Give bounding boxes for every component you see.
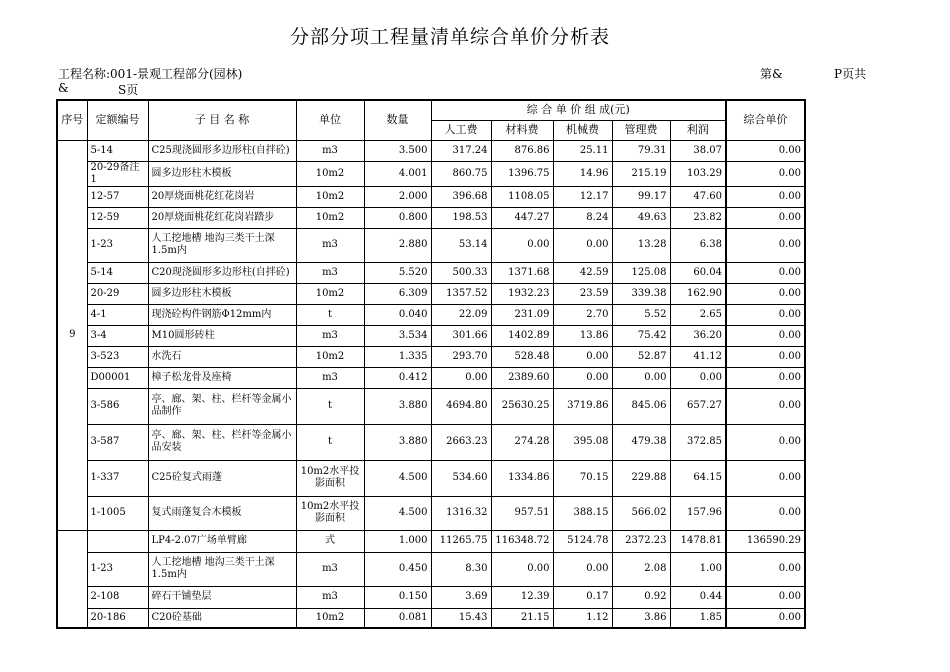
row-unit: t xyxy=(296,388,364,424)
table-row xyxy=(57,367,805,388)
row-mgmt: 75.42 xyxy=(612,325,670,346)
row-material: 0.00 xyxy=(491,552,553,586)
row-seq: 9 xyxy=(57,140,87,530)
row-mgmt: 5.52 xyxy=(612,304,670,325)
row-profit: 64.15 xyxy=(670,460,726,496)
row-code: 2-108 xyxy=(87,586,148,608)
row-name: 人工挖地槽 地沟三类干土深1.5m内 xyxy=(148,228,296,262)
row-profit: 2.65 xyxy=(670,304,726,325)
row-material: 1932.23 xyxy=(491,283,553,304)
row-material: 876.86 xyxy=(491,140,553,161)
row-labor: 4694.80 xyxy=(431,388,491,424)
row-qty: 6.309 xyxy=(364,283,431,304)
row-name: 樟子松龙骨及座椅 xyxy=(148,367,296,388)
row-profit: 157.96 xyxy=(670,496,726,530)
row-material: 1334.86 xyxy=(491,460,553,496)
row-mgmt: 125.08 xyxy=(612,262,670,283)
row-profit: 162.90 xyxy=(670,283,726,304)
table-row xyxy=(57,207,805,228)
row-code: 3-523 xyxy=(87,346,148,367)
row-machine: 70.15 xyxy=(553,460,612,496)
row-name: 亭、廊、架、柱、栏杆等金属小品制作 xyxy=(148,388,296,424)
row-qty: 3.880 xyxy=(364,424,431,460)
row-qty: 0.800 xyxy=(364,207,431,228)
header-seq: 序号 xyxy=(57,100,87,140)
page-suffix: P页共 xyxy=(834,67,867,81)
row-unit-price: 0.00 xyxy=(726,325,805,346)
row-name: C20现浇圆形多边形柱(自拌砼) xyxy=(148,262,296,283)
row-unit: m3 xyxy=(296,228,364,262)
row-labor: 8.30 xyxy=(431,552,491,586)
row-name: 圆多边形柱木模板 xyxy=(148,283,296,304)
row-unit-price: 0.00 xyxy=(726,161,805,186)
row-qty: 1.335 xyxy=(364,346,431,367)
analysis-table xyxy=(56,99,806,629)
row-labor: 301.66 xyxy=(431,325,491,346)
header-material: 材料费 xyxy=(491,120,553,140)
row-machine: 12.17 xyxy=(553,186,612,207)
row-labor: 3.69 xyxy=(431,586,491,608)
row-qty: 4.001 xyxy=(364,161,431,186)
row-material: 1402.89 xyxy=(491,325,553,346)
table-row xyxy=(57,552,805,586)
row-code xyxy=(87,530,148,552)
row-machine: 13.86 xyxy=(553,325,612,346)
row-unit-price: 0.00 xyxy=(726,496,805,530)
row-profit: 47.60 xyxy=(670,186,726,207)
row-mgmt: 566.02 xyxy=(612,496,670,530)
table-row xyxy=(57,608,805,628)
row-name: C20砼基础 xyxy=(148,608,296,628)
row-labor: 11265.75 xyxy=(431,530,491,552)
row-code: 1-1005 xyxy=(87,496,148,530)
row-machine: 2.70 xyxy=(553,304,612,325)
row-qty: 0.150 xyxy=(364,586,431,608)
row-unit: 10m2水平投影面积 xyxy=(296,460,364,496)
table-row xyxy=(57,304,805,325)
row-unit: m3 xyxy=(296,140,364,161)
row-unit-price: 0.00 xyxy=(726,586,805,608)
row-material: 528.48 xyxy=(491,346,553,367)
row-material: 2389.60 xyxy=(491,367,553,388)
row-code: 12-57 xyxy=(87,186,148,207)
row-material: 274.28 xyxy=(491,424,553,460)
row-code: 12-59 xyxy=(87,207,148,228)
row-mgmt: 229.88 xyxy=(612,460,670,496)
row-mgmt: 13.28 xyxy=(612,228,670,262)
row-material: 1108.05 xyxy=(491,186,553,207)
header-qty: 数量 xyxy=(364,100,431,140)
row-qty: 4.500 xyxy=(364,496,431,530)
table-row xyxy=(57,346,805,367)
row-machine: 8.24 xyxy=(553,207,612,228)
table-row xyxy=(57,496,805,530)
row-name: C25现浇圆形多边形柱(自拌砼) xyxy=(148,140,296,161)
row-unit-price: 0.00 xyxy=(726,608,805,628)
row-code: D00001 xyxy=(87,367,148,388)
row-profit: 1.00 xyxy=(670,552,726,586)
header-group: 综 合 单 价 组 成(元) xyxy=(431,100,726,120)
row-labor: 22.09 xyxy=(431,304,491,325)
row-qty: 4.500 xyxy=(364,460,431,496)
row-seq xyxy=(57,530,87,628)
row-unit-price: 0.00 xyxy=(726,140,805,161)
row-unit-price: 0.00 xyxy=(726,228,805,262)
row-unit-price: 0.00 xyxy=(726,388,805,424)
row-unit: 10m2 xyxy=(296,346,364,367)
amp-mark: & xyxy=(58,81,69,95)
header-profit: 利润 xyxy=(670,120,726,140)
row-mgmt: 79.31 xyxy=(612,140,670,161)
row-mgmt: 215.19 xyxy=(612,161,670,186)
row-profit: 372.85 xyxy=(670,424,726,460)
table-body xyxy=(57,140,805,628)
row-labor: 15.43 xyxy=(431,608,491,628)
row-mgmt: 479.38 xyxy=(612,424,670,460)
row-unit: 10m2 xyxy=(296,186,364,207)
row-unit: t xyxy=(296,304,364,325)
row-qty: 2.880 xyxy=(364,228,431,262)
row-code: 5-14 xyxy=(87,262,148,283)
row-name: 亭、廊、架、柱、栏杆等金属小品安装 xyxy=(148,424,296,460)
row-name: 圆多边形柱木模板 xyxy=(148,161,296,186)
row-profit: 23.82 xyxy=(670,207,726,228)
row-name: 碎石干铺垫层 xyxy=(148,586,296,608)
row-machine: 5124.78 xyxy=(553,530,612,552)
row-code: 20-186 xyxy=(87,608,148,628)
row-unit: m3 xyxy=(296,325,364,346)
row-code: 1-337 xyxy=(87,460,148,496)
row-mgmt: 52.87 xyxy=(612,346,670,367)
row-profit: 1478.81 xyxy=(670,530,726,552)
row-mgmt: 2.08 xyxy=(612,552,670,586)
row-unit: 10m2 xyxy=(296,283,364,304)
row-machine: 0.00 xyxy=(553,367,612,388)
row-machine: 3719.86 xyxy=(553,388,612,424)
row-machine: 1.12 xyxy=(553,608,612,628)
row-code: 3-4 xyxy=(87,325,148,346)
row-unit-price: 0.00 xyxy=(726,207,805,228)
row-mgmt: 0.92 xyxy=(612,586,670,608)
row-machine: 388.15 xyxy=(553,496,612,530)
row-machine: 0.00 xyxy=(553,228,612,262)
row-qty: 3.880 xyxy=(364,388,431,424)
row-profit: 0.00 xyxy=(670,367,726,388)
row-material: 447.27 xyxy=(491,207,553,228)
row-material: 12.39 xyxy=(491,586,553,608)
row-machine: 395.08 xyxy=(553,424,612,460)
row-profit: 38.07 xyxy=(670,140,726,161)
row-machine: 23.59 xyxy=(553,283,612,304)
header-machine: 机械费 xyxy=(553,120,612,140)
row-unit-price: 0.00 xyxy=(726,346,805,367)
table-row xyxy=(57,325,805,346)
row-code: 1-23 xyxy=(87,228,148,262)
row-profit: 36.20 xyxy=(670,325,726,346)
row-qty: 0.081 xyxy=(364,608,431,628)
row-unit: m3 xyxy=(296,552,364,586)
row-labor: 396.68 xyxy=(431,186,491,207)
row-name: 20厚烧面桃花红花岗岩 xyxy=(148,186,296,207)
header-code: 定额编号 xyxy=(87,100,148,140)
table-row xyxy=(57,161,805,186)
row-unit: 10m2 xyxy=(296,161,364,186)
row-machine: 25.11 xyxy=(553,140,612,161)
row-labor: 198.53 xyxy=(431,207,491,228)
row-code: 1-23 xyxy=(87,552,148,586)
row-unit-price: 0.00 xyxy=(726,283,805,304)
row-code: 20-29备注1 xyxy=(87,161,148,186)
row-machine: 0.00 xyxy=(553,552,612,586)
row-labor: 293.70 xyxy=(431,346,491,367)
row-qty: 5.520 xyxy=(364,262,431,283)
row-unit: 10m2 xyxy=(296,207,364,228)
table-row xyxy=(57,460,805,496)
table-row xyxy=(57,262,805,283)
row-name: M10圆形砖柱 xyxy=(148,325,296,346)
row-code: 4-1 xyxy=(87,304,148,325)
row-code: 3-587 xyxy=(87,424,148,460)
row-mgmt: 0.00 xyxy=(612,367,670,388)
table-row xyxy=(57,388,805,424)
row-qty: 0.450 xyxy=(364,552,431,586)
s-page: S页 xyxy=(118,83,139,97)
row-unit-price: 0.00 xyxy=(726,186,805,207)
row-unit-price: 0.00 xyxy=(726,367,805,388)
table-row xyxy=(57,530,805,552)
row-labor: 0.00 xyxy=(431,367,491,388)
row-name: 人工挖地槽 地沟三类干土深1.5m内 xyxy=(148,552,296,586)
table-row xyxy=(57,228,805,262)
row-profit: 41.12 xyxy=(670,346,726,367)
row-material: 116348.72 xyxy=(491,530,553,552)
row-profit: 657.27 xyxy=(670,388,726,424)
row-mgmt: 49.63 xyxy=(612,207,670,228)
row-profit: 60.04 xyxy=(670,262,726,283)
row-unit-price: 0.00 xyxy=(726,460,805,496)
row-mgmt: 339.38 xyxy=(612,283,670,304)
row-code: 3-586 xyxy=(87,388,148,424)
row-material: 1371.68 xyxy=(491,262,553,283)
row-unit: t xyxy=(296,424,364,460)
row-profit: 103.29 xyxy=(670,161,726,186)
table-row xyxy=(57,140,805,161)
row-labor: 1357.52 xyxy=(431,283,491,304)
row-mgmt: 99.17 xyxy=(612,186,670,207)
row-profit: 1.85 xyxy=(670,608,726,628)
row-labor: 1316.32 xyxy=(431,496,491,530)
row-material: 0.00 xyxy=(491,228,553,262)
row-unit: m3 xyxy=(296,586,364,608)
row-machine: 14.96 xyxy=(553,161,612,186)
project-name: 工程名称:001-景观工程部分(园林) xyxy=(58,67,243,81)
row-qty: 3.500 xyxy=(364,140,431,161)
row-unit: 10m2水平投影面积 xyxy=(296,496,364,530)
row-qty: 1.000 xyxy=(364,530,431,552)
row-name: 复式雨蓬复合木模板 xyxy=(148,496,296,530)
row-labor: 860.75 xyxy=(431,161,491,186)
row-labor: 317.24 xyxy=(431,140,491,161)
row-qty: 0.412 xyxy=(364,367,431,388)
row-mgmt: 2372.23 xyxy=(612,530,670,552)
row-qty: 0.040 xyxy=(364,304,431,325)
header-labor: 人工费 xyxy=(431,120,491,140)
row-labor: 2663.23 xyxy=(431,424,491,460)
row-name: 20厚烧面桃花红花岗岩踏步 xyxy=(148,207,296,228)
row-unit: m3 xyxy=(296,262,364,283)
header-unit: 单位 xyxy=(296,100,364,140)
row-profit: 6.38 xyxy=(670,228,726,262)
row-labor: 534.60 xyxy=(431,460,491,496)
row-name: LP4-2.07广场单臂廊 xyxy=(148,530,296,552)
row-unit-price: 0.00 xyxy=(726,304,805,325)
row-machine: 0.17 xyxy=(553,586,612,608)
table-row xyxy=(57,586,805,608)
table-row xyxy=(57,186,805,207)
row-machine: 42.59 xyxy=(553,262,612,283)
document-title: 分部分项工程量清单综合单价分析表 xyxy=(289,26,610,48)
row-unit-price: 0.00 xyxy=(726,552,805,586)
row-name: 现浇砼构件钢筋Φ12mm内 xyxy=(148,304,296,325)
row-mgmt: 845.06 xyxy=(612,388,670,424)
row-mgmt: 3.86 xyxy=(612,608,670,628)
row-material: 21.15 xyxy=(491,608,553,628)
row-code: 5-14 xyxy=(87,140,148,161)
row-unit: 10m2 xyxy=(296,608,364,628)
row-material: 957.51 xyxy=(491,496,553,530)
row-profit: 0.44 xyxy=(670,586,726,608)
row-unit-price: 0.00 xyxy=(726,262,805,283)
row-unit: m3 xyxy=(296,367,364,388)
row-material: 231.09 xyxy=(491,304,553,325)
row-code: 20-29 xyxy=(87,283,148,304)
row-unit-price: 0.00 xyxy=(726,424,805,460)
row-labor: 500.33 xyxy=(431,262,491,283)
header-mgmt: 管理费 xyxy=(612,120,670,140)
table-row xyxy=(57,283,805,304)
page-prefix: 第& xyxy=(760,67,783,81)
row-material: 25630.25 xyxy=(491,388,553,424)
table-row xyxy=(57,424,805,460)
row-machine: 0.00 xyxy=(553,346,612,367)
row-labor: 53.14 xyxy=(431,228,491,262)
header-name: 子 目 名 称 xyxy=(148,100,296,140)
row-name: 水洗石 xyxy=(148,346,296,367)
row-name: C25砼复式雨蓬 xyxy=(148,460,296,496)
row-qty: 3.534 xyxy=(364,325,431,346)
header-unit-price: 综合单价 xyxy=(726,100,805,140)
row-unit: 式 xyxy=(296,530,364,552)
row-qty: 2.000 xyxy=(364,186,431,207)
row-material: 1396.75 xyxy=(491,161,553,186)
row-unit-price: 136590.29 xyxy=(726,530,805,552)
